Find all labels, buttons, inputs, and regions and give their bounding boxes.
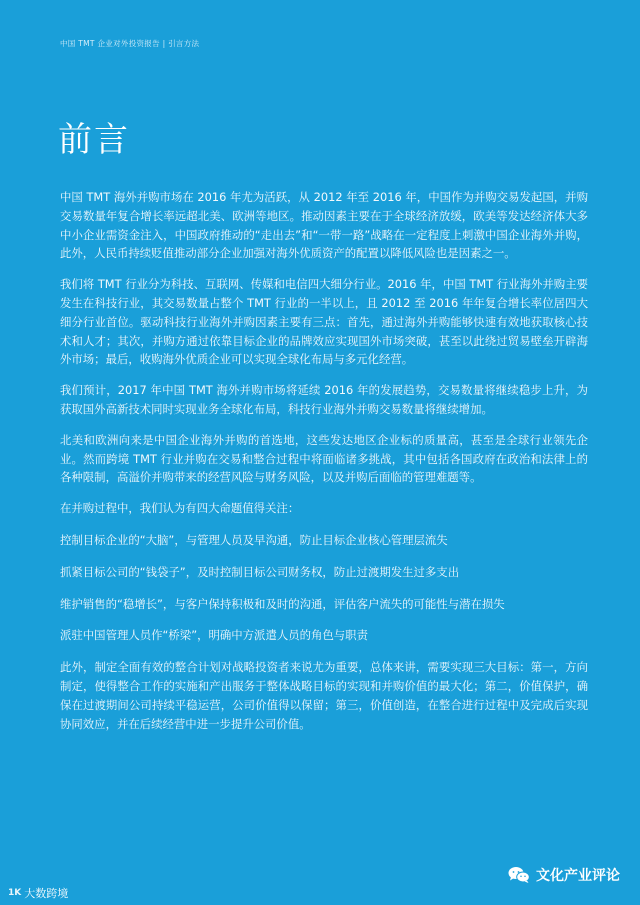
- topic-item-wallet: 抓紧目标公司的“钱袋子”，及时控制目标公司财务权，防止过渡期发生过多支出: [60, 564, 460, 579]
- brand-logo-mark: 1K: [8, 888, 22, 898]
- topic-item-bridge: 派驻中国管理人员作“桥梁”，明确中方派遣人员的角色与职责: [60, 628, 368, 643]
- paragraph-industry-segments: 我们将 TMT 行业分为科技、互联网、传媒和电信四大细分行业。2016 年，中国 TMT 行业海外并购主要发生在科技行业，其交易数量占整个 TMT 行业的一半以上，且 2012 至 2016 年年复合增长率位居四大细分行业首位。驱动科技行业海外并购因素主要有三点：首先，通过海外并购能够快速有效地获取核心技术和人才；其次，并购方通过依靠目标企业的品牌效应实现国外市场突破，甚至以此绕过贸易壁垒开辟海外市场；最后，收购海外优质企业可以实现全球化布局与多元化经营。: [60, 277, 588, 367]
- brand-name-left: 大数跨境: [24, 887, 69, 900]
- brand-name-right: 文化产业评论: [536, 868, 620, 884]
- paragraph-integration-plan: 此外，制定全面有效的整合计划对战略投资者来说尤为重要，总体来讲，需要实现三大目标：第一，方向制定，使得整合工作的实施和产出服务于整体战略目标的实现和并购价值的最大化；第二，价值保护，确保在过渡期间公司持续平稳运营，公司价值得以保留；第三，价值创造，在整合进行过程中及完成后实现协同效应，并在后续经营中进一步提升公司价值。: [60, 660, 588, 731]
- footer-watermark-left: [8, 885, 68, 901]
- topic-item-brain: 控制目标企业的“大脑”，与管理人员及早沟通，防止目标企业核心管理层流失: [60, 532, 448, 547]
- paragraph-forecast: 我们预计，2017 年中国 TMT 海外并购市场将延续 2016 年的发展趋势，交易数量将继续稳步上升，为获取国外高新技术同时实现业务全球化布局，科技行业海外并购交易数量将继续增加。: [60, 383, 588, 416]
- paragraph-challenges: 北美和欧洲向来是中国企业海外并购的首选地，这些发达地区企业标的质量高，甚至是全球行业领先企业。然而跨境 TMT 行业并购在交易和整合过程中将面临诸多挑战，其中包括各国政府在政治和法律上的各种限制，高溢价并购带来的经营风险与财务风险，以及并购后面临的管理难题等。: [60, 432, 588, 485]
- wechat-icon: [508, 866, 530, 884]
- topic-item-growth: 维护销售的“稳增长”，与客户保持积极和及时的沟通，评估客户流失的可能性与潜在损失: [60, 596, 505, 611]
- footer-watermark-right: [508, 865, 620, 885]
- page-header-breadcrumb: 中国 TMT 企业对外投资报告 | 引言方法: [60, 39, 200, 48]
- paragraph-four-topics-intro: 在并购过程中，我们认为有四大命题值得关注：: [60, 501, 300, 516]
- main-content: [60, 188, 588, 745]
- page-title: 前言: [58, 120, 130, 160]
- paragraph-intro: 中国 TMT 海外并购市场在 2016 年尤为活跃，从 2012 年至 2016 年，中国作为并购交易发起国，并购交易数量年复合增长率远超北美、欧洲等地区。推动因素主要在于全球经济放缓，欧美等发达经济体大多中小企业需资金注入，中国政府推动的“走出去”和“一带一路”战略在一定程度上刺激中国企业海外并购，此外，人民币持续贬值推动部分企业加强对海外优质资产的配置以降低风险也是因素之一。: [60, 190, 588, 261]
